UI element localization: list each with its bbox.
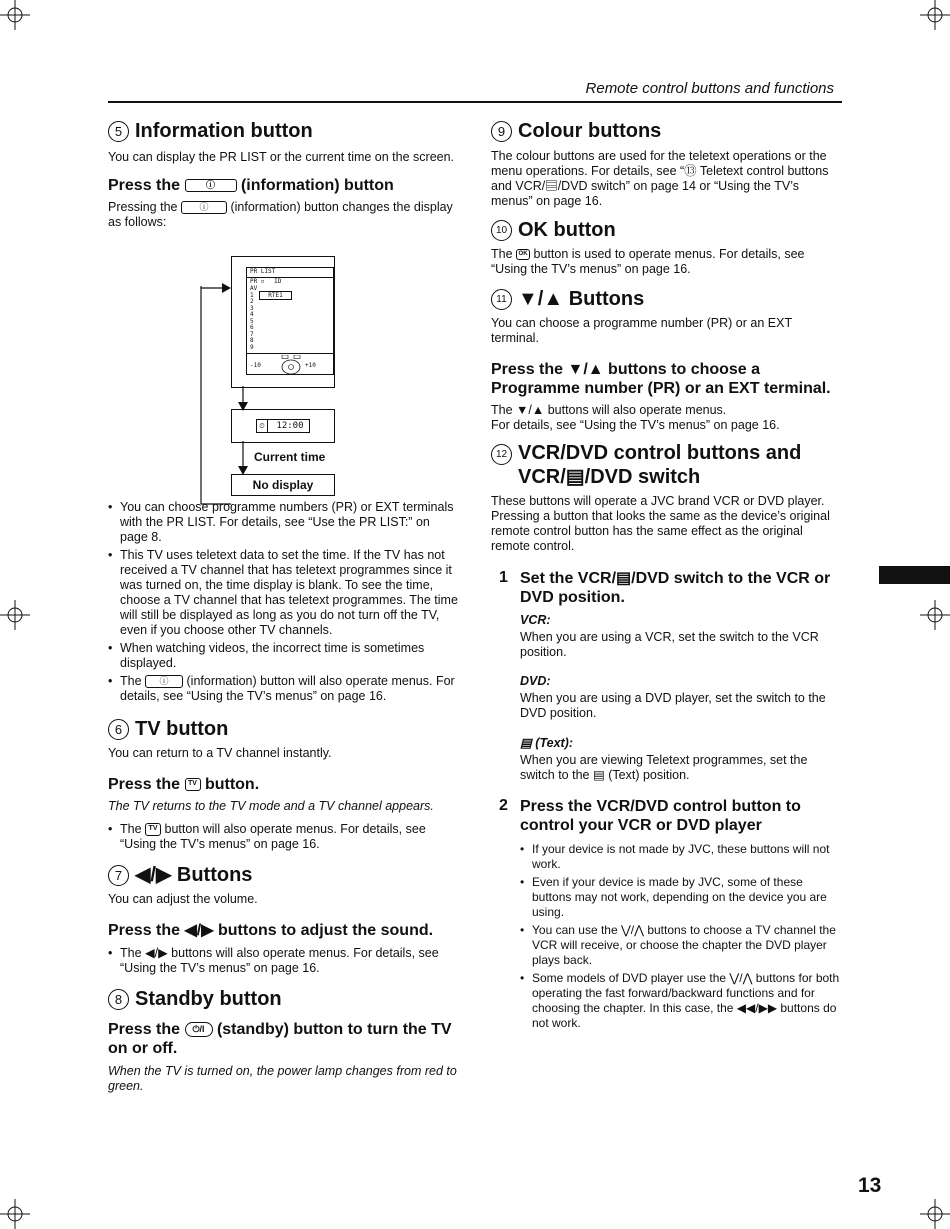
tv-button-icon: TV bbox=[145, 823, 161, 836]
crop-mark bbox=[920, 0, 950, 30]
vcr-label: VCR: bbox=[520, 613, 551, 627]
vcr-text: When you are using a VCR, set the switch to the VCR position. bbox=[520, 630, 819, 659]
info-intro: You can display the PR LIST or the current time on the screen. bbox=[108, 150, 455, 164]
channel-number: 1 bbox=[250, 291, 254, 299]
section-heading-volume: 7 ◀/▶ Buttons bbox=[108, 862, 460, 888]
section-number: 8 bbox=[108, 989, 129, 1010]
step-1-title: Set the VCR/▤/DVD switch to the VCR or DVD position. bbox=[520, 570, 831, 606]
section-heading-updown: 11 ▼/▲ Buttons bbox=[491, 286, 843, 312]
channel-number: 7 bbox=[250, 330, 254, 338]
step-number: 1 bbox=[499, 569, 508, 586]
list-item: • When watching videos, the incorrect time is sometimes displayed. bbox=[108, 641, 460, 671]
channel-number: 4 bbox=[250, 311, 254, 318]
av-label: AV bbox=[250, 285, 258, 292]
plus10-label: +10 bbox=[305, 362, 316, 369]
vol-intro: You can adjust the volume. bbox=[108, 892, 258, 906]
vcr-intro: These buttons will operate a JVC brand VCR or DVD player. Pressing a button that looks the same as the device’s original remote control button has the same effect as the original remote control. bbox=[491, 494, 830, 553]
list-item: • If your device is not made by JVC, these buttons will not work. bbox=[520, 842, 843, 872]
pr-list-panel bbox=[246, 267, 334, 375]
channel-number: 6 bbox=[250, 324, 254, 331]
channel-number: 2 bbox=[250, 298, 254, 305]
vol-press-heading: Press the ◀/▶ buttons to adjust the sound. bbox=[108, 922, 434, 939]
page-number: 13 bbox=[858, 1174, 882, 1197]
section-heading-ok: 10 OK button bbox=[491, 217, 843, 243]
information-button-icon: ⓘ bbox=[185, 179, 237, 192]
step-2-title: Press the VCR/DVD control button to control your VCR or DVD player bbox=[520, 798, 801, 834]
section-heading-tv: 6 TV button bbox=[108, 716, 460, 742]
list-item: • Some models of DVD player use the ⋁/⋀ buttons for both operating the fast forward/backward functions and for choosing the chapter. In this case, the ◀◀/▶▶ buttons do not work. bbox=[520, 971, 843, 1031]
lock-icon: ▫ bbox=[260, 277, 265, 285]
list-item: • The TV button will also operate menus. For details, see “Using the TV’s menus” on page 16. bbox=[108, 822, 460, 852]
tv-intro: You can return to a TV channel instantly. bbox=[108, 746, 332, 760]
colour-body: The colour buttons are used for the teletext operations or the menu operations. For details, see “⑬ Teletext control buttons and VCR/▤/DVD switch” on page 14 or “Using the TV’s menus” on page 16. bbox=[491, 149, 829, 208]
list-item: • You can use the ⋁/⋀ buttons to choose a TV channel the VCR will receive, or choose the chapter the DVD player plays back. bbox=[520, 923, 843, 968]
step-1 bbox=[491, 569, 843, 783]
section-number: 11 bbox=[491, 289, 512, 310]
channel-number: 8 bbox=[250, 337, 254, 344]
dvd-label: DVD: bbox=[520, 674, 551, 688]
section-heading-colour: 9 Colour buttons bbox=[491, 118, 843, 144]
pr-list-screen bbox=[231, 256, 335, 388]
channel-number: 5 bbox=[250, 317, 254, 325]
section-number: 12 bbox=[491, 444, 512, 465]
tv-button-icon: TV bbox=[185, 778, 201, 791]
crop-mark bbox=[0, 600, 30, 630]
section-number: 10 bbox=[491, 220, 512, 241]
pr-label: PR bbox=[250, 277, 258, 285]
list-item: • The ⓘ (information) button will also operate menus. For details, see “Using the TV’s menus” on page 16. bbox=[108, 674, 460, 704]
text-text: When you are viewing Teletext programmes, set the switch to the ▤ (Text) position. bbox=[520, 753, 808, 782]
crop-mark bbox=[920, 600, 950, 630]
nav-pad-icon bbox=[278, 355, 304, 375]
vol-bullets bbox=[108, 946, 460, 976]
tv-result: The TV returns to the TV mode and a TV channel appears. bbox=[108, 799, 434, 813]
updown-body-1: The ▼/▲ buttons will also operate menus. bbox=[491, 403, 727, 417]
minus10-label: -10 bbox=[250, 362, 261, 369]
dvd-text: When you are using a DVD player, set the switch to the DVD position. bbox=[520, 691, 826, 720]
info-bullets bbox=[108, 500, 460, 704]
time-display-screen bbox=[231, 409, 335, 443]
standby-result: When the TV is turned on, the power lamp changes from red to green. bbox=[108, 1064, 457, 1093]
list-item: • This TV uses teletext data to set the time. If the TV has not received a TV channel that has teletext programmes since it was turned on, the time display is blank. To see the time, choose a TV channel that has teletext programmes. The time will still be displayed as long as you do not turn off the TV, even if you choose other TV channels. bbox=[108, 548, 460, 638]
list-item: • You can choose programme numbers (PR) or EXT terminals with the PR LIST. For details, see “Use the PR LIST:” on page 8. bbox=[108, 500, 460, 545]
standby-press-heading: Press the ⏻/I (standby) button to turn the TV on or off. bbox=[108, 1021, 452, 1057]
updown-body-2: For details, see “Using the TV’s menus” on page 16. bbox=[491, 418, 780, 432]
side-tab-marker bbox=[879, 566, 950, 584]
list-item: • Even if your device is made by JVC, some of these buttons may not work, depending on the device you are using. bbox=[520, 875, 843, 920]
pr-list-title: PR LIST bbox=[247, 268, 333, 278]
step-2 bbox=[491, 797, 843, 1031]
crop-mark bbox=[0, 1199, 30, 1229]
crop-mark bbox=[920, 1199, 950, 1229]
tv-bullets bbox=[108, 822, 460, 852]
updown-press-heading: Press the ▼/▲ buttons to choose a Programme number (PR) or an EXT terminal. bbox=[491, 361, 831, 397]
no-display-box: No display bbox=[231, 474, 335, 496]
information-button-icon: ⓘ bbox=[145, 675, 183, 688]
info-display-diagram bbox=[200, 256, 340, 506]
step-2-bullets bbox=[520, 842, 843, 1031]
channel-id-field: RTE1 bbox=[259, 291, 291, 300]
step-number: 2 bbox=[499, 797, 508, 814]
section-heading-standby: 8 Standby button bbox=[108, 986, 460, 1012]
time-readout: 12:00 bbox=[276, 421, 304, 431]
ok-body: The OK button is used to operate menus. For details, see “Using the TV’s menus” on page 16. bbox=[491, 247, 805, 276]
section-number: 6 bbox=[108, 719, 129, 740]
page-header-title: Remote control buttons and functions bbox=[585, 80, 834, 97]
header-rule bbox=[108, 101, 842, 103]
section-number: 7 bbox=[108, 865, 129, 886]
updown-intro: You can choose a programme number (PR) or an EXT terminal. bbox=[491, 316, 792, 345]
text-label: ▤ (Text): bbox=[520, 736, 574, 750]
id-label: ID bbox=[274, 277, 282, 285]
channel-number: 3 bbox=[250, 304, 254, 312]
right-column bbox=[491, 118, 843, 1034]
section-number: 9 bbox=[491, 121, 512, 142]
info-press-heading: Press the ⓘ (information) button bbox=[108, 177, 394, 194]
list-item: • The ◀/▶ buttons will also operate menus. For details, see “Using the TV’s menus” on page 16. bbox=[108, 946, 460, 976]
power-button-icon: ⏻/I bbox=[185, 1022, 213, 1037]
clock-icon: ⏲ bbox=[257, 420, 268, 432]
info-desc: Pressing the ⓘ (information) button changes the display as follows: bbox=[108, 200, 453, 229]
channel-number: 9 bbox=[250, 343, 254, 351]
crop-mark bbox=[0, 0, 30, 30]
section-number: 5 bbox=[108, 121, 129, 142]
information-button-icon: ⓘ bbox=[181, 201, 227, 214]
section-heading-information: 5 Information button bbox=[108, 118, 460, 144]
current-time-label: Current time bbox=[254, 450, 326, 464]
tv-press-heading: Press the TV button. bbox=[108, 776, 260, 793]
section-heading-vcr: 12 VCR/DVD control buttons and VCR/▤/DVD switch bbox=[491, 441, 843, 489]
ok-button-icon: OK bbox=[516, 249, 530, 260]
